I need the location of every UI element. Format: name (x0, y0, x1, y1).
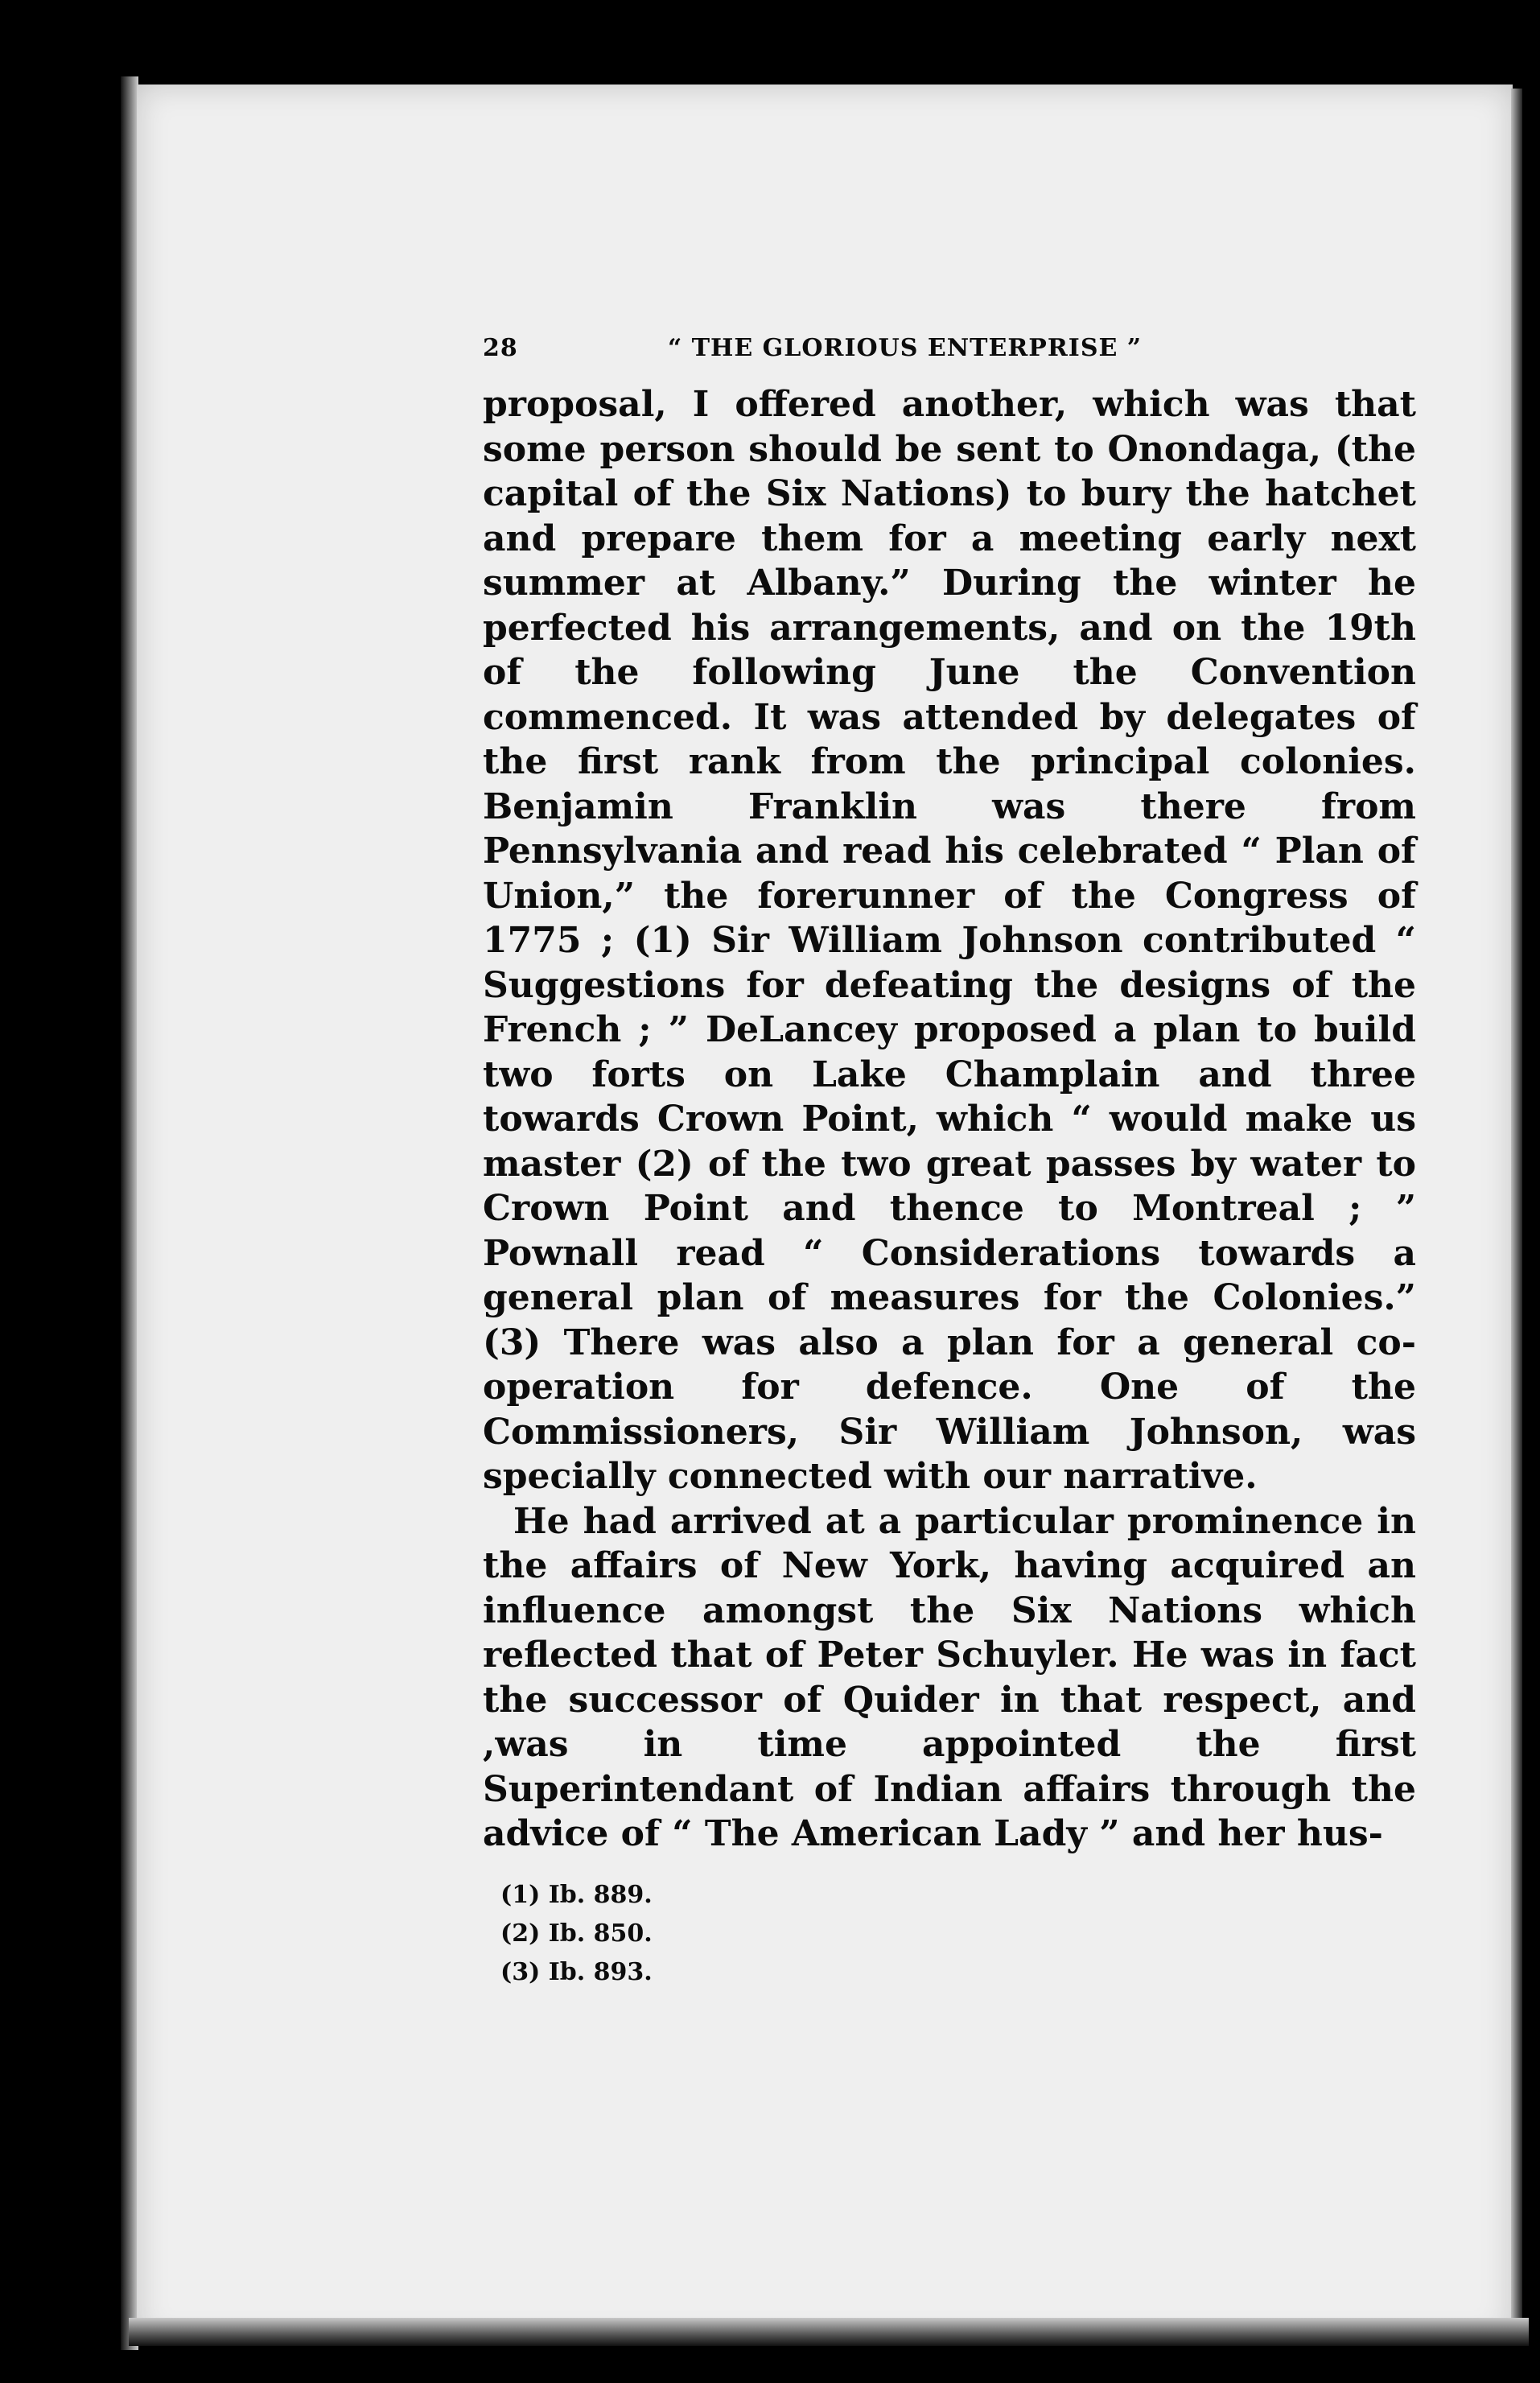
footnote: (1) Ib. 889. (500, 1880, 653, 1909)
page-bottom-edge (129, 2318, 1529, 2346)
body-paragraph: proposal, I offered another, which was that some person should be sent to Onondaga, (the capital of the Six Nations) to bury the hatchet and prepare them for a meeting early next summer at Albany.” During the winter he perfected his arrangements, and on the 19th of the following June the Convention commenced. It was attended by delegates of the first rank from the principal colonies. Benjamin Franklin was there from Pennsylvania and read his celebrated “ Plan of Union,” the forerunner of the Congress of 1775 ; (1) Sir William Johnson contributed “ Suggestions for defeating the designs of the French ; ” DeLancey proposed a plan to build two forts on Lake Champlain and three towards Crown Point, which “ would make us master (2) of the two great passes by water to Crown Point and thence to Montreal ; ” Pownall read “ Considerations towards a general plan of measures for the Colonies.” (3) There was also a plan for a general co-operation for defence. One of the Commissioners, Sir William Johnson, was specially connected with our narrative. (483, 384, 1416, 1497)
footnote: (2) Ib. 850. (500, 1919, 653, 1948)
footnotes (483, 1876, 1416, 1992)
page-text-block (483, 334, 1416, 1992)
running-head (483, 334, 1416, 382)
page-number: 28 (483, 334, 518, 362)
page-right-edge (1511, 89, 1522, 2334)
body-paragraph: He had arrived at a particular prominence in the affairs of New York, having acquired an influence amongst the Six Nations which reflected that of Peter Schuyler. He was in fact the successor of Quider in that respect, and ,was in time appointed the first Superintendant of Indian affairs through the advice of “ The American Lady ” and her hus- (483, 1500, 1416, 1854)
running-head-title: “ THE GLORIOUS ENTERPRISE ” (668, 334, 1143, 362)
footnote: (3) Ib. 893. (500, 1957, 653, 1986)
book-spine-edge (121, 76, 138, 2350)
